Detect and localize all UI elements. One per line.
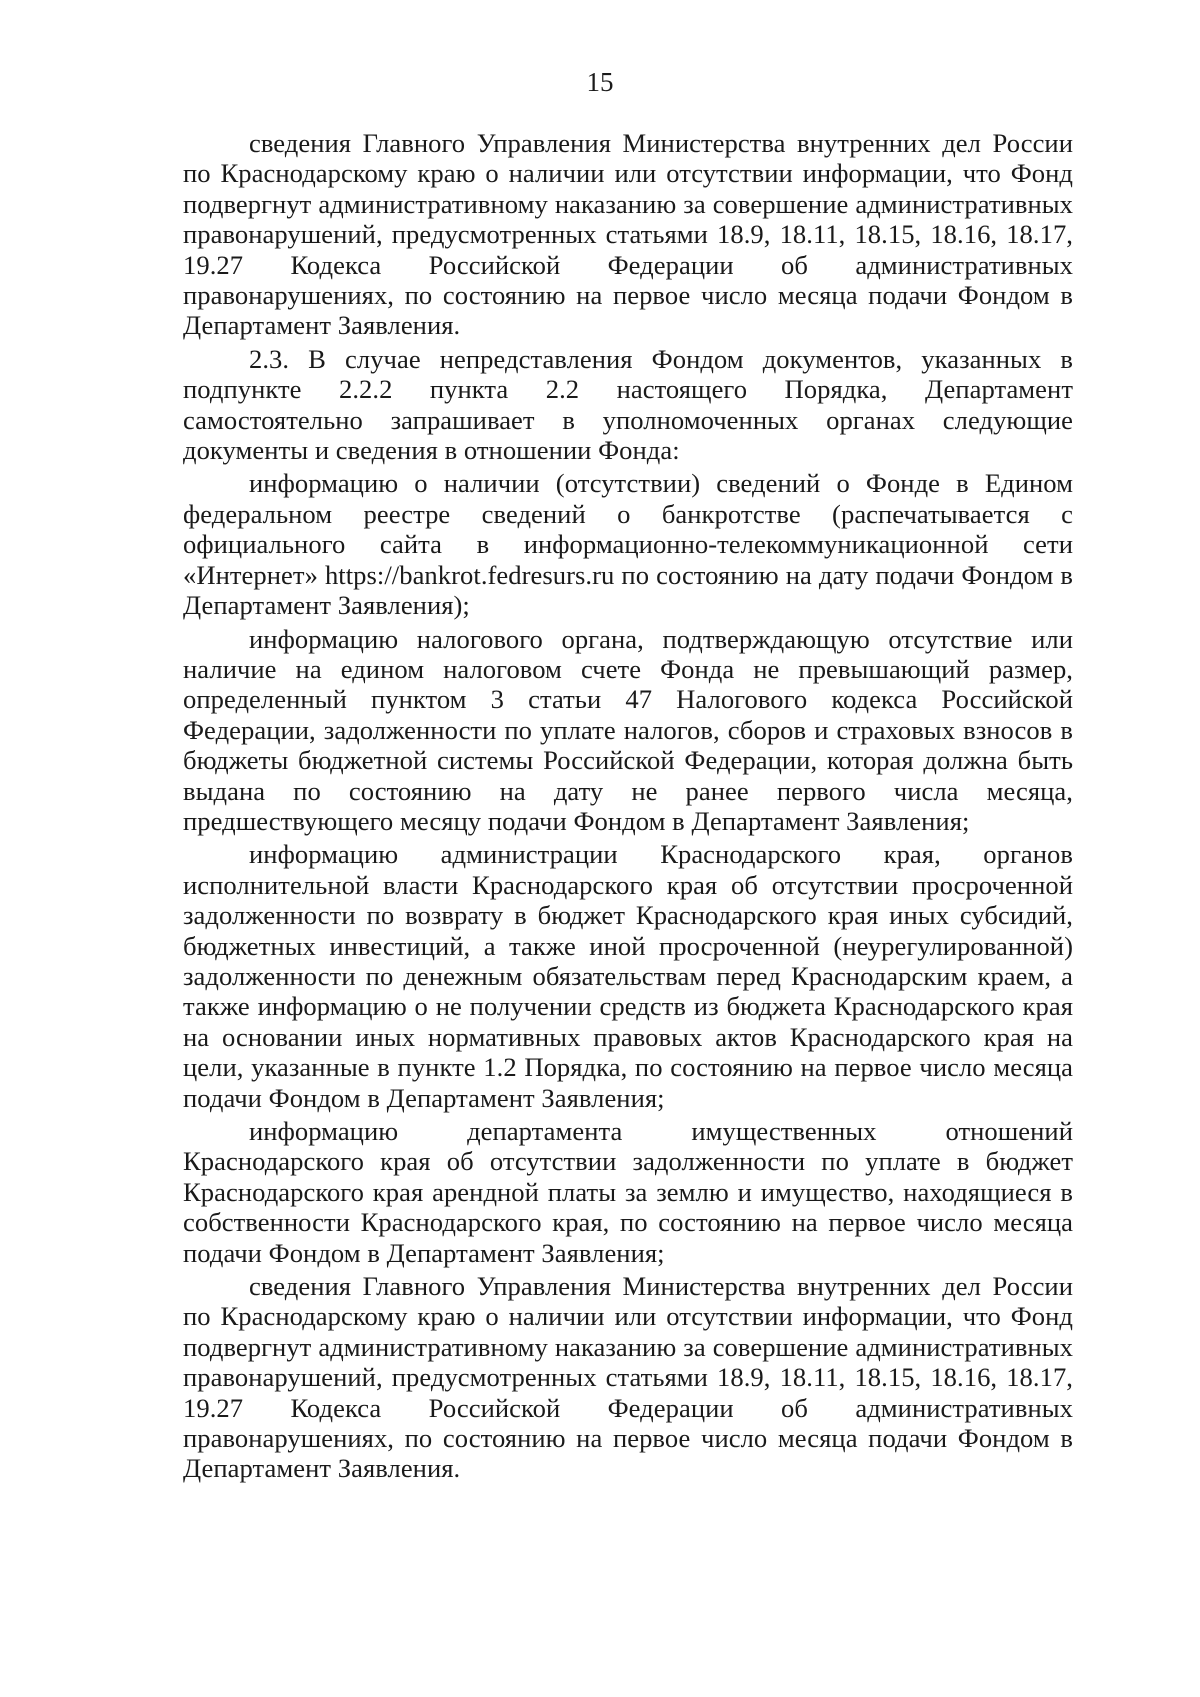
paragraph-bankruptcy-registry: информацию о наличии (отсутствии) сведений о Фонде в Едином федеральном реестре сведений о банкротстве (распечатывается с официального сайта в информационно-телекоммуникационной сети «Интернет» https://bankrot.fedresurs.ru по состоянию на дату подачи Фондом в Департамент Заявления); [183,468,1073,621]
page-number: 15 [586,67,614,97]
paragraph-regional-administration: информацию администрации Краснодарского края, органов исполнительной власти Краснодарского края об отсутствии просроченной задолженности по возврату в бюджет Краснодарского края иных субсидий, бюджетных инвестиций, а также иной просроченной (неурегулированной) задолженности по денежным обязательствам перед Краснодарским краем, а также информацию о не получении средств из бюджета Краснодарского края на основании иных нормативных правовых актов Краснодарского края на цели, указанные в пункте 1.2 Порядка, по состоянию на первое число месяца подачи Фондом в Департамент Заявления; [183,839,1073,1113]
paragraph-2-3: 2.3. В случае непредставления Фондом документов, указанных в подпункте 2.2.2 пункта 2.2 настоящего Порядка, Департамент самостоятельно запрашивает в уполномоченных органах следующие документы и сведения в отношении Фонда: [183,343,1073,466]
paragraph-tax-authority: информацию налогового органа, подтверждающую отсутствие или наличие на едином налоговом счете Фонда не превышающий размер, определенный пунктом 3 статьи 47 Налогового кодекса Российской Федерации, задолженности по уплате налогов, сборов и страховых взносов в бюджеты бюджетной системы Российской Федерации, которая должна быть выдана по состоянию на дату не ранее первого числа месяца, предшествующего месяцу подачи Фондом в Департамент Заявления; [183,623,1073,836]
paragraph-mvd-info-2: сведения Главного Управления Министерства внутренних дел России по Краснодарскому краю о наличии или отсутствии информации, что Фонд подвергнут административному наказанию за совершение административных правонарушений, предусмотренных статьями 18.9, 18.11, 18.15, 18.16, 18.17, 19.27 Кодекса Российской Федерации об административных правонарушениях, по состоянию на первое число месяца подачи Фондом в Департамент Заявления. [183,1271,1073,1484]
paragraph-property-department: информацию департамента имущественных отношений Краснодарского края об отсутствии задолженности по уплате в бюджет Краснодарского края арендной платы за землю и имущество, находящиеся в собственности Краснодарского края, по состоянию на первое число месяца подачи Фондом в Департамент Заявления; [183,1116,1073,1268]
paragraph-mvd-info-1: сведения Главного Управления Министерства внутренних дел России по Краснодарскому краю о наличии или отсутствии информации, что Фонд подвергнут административному наказанию за совершение административных правонарушений, предусмотренных статьями 18.9, 18.11, 18.15, 18.16, 18.17, 19.27 Кодекса Российской Федерации об административных правонарушениях, по состоянию на первое число месяца подачи Фондом в Департамент Заявления. [183,128,1073,341]
document-body [183,128,1073,1484]
